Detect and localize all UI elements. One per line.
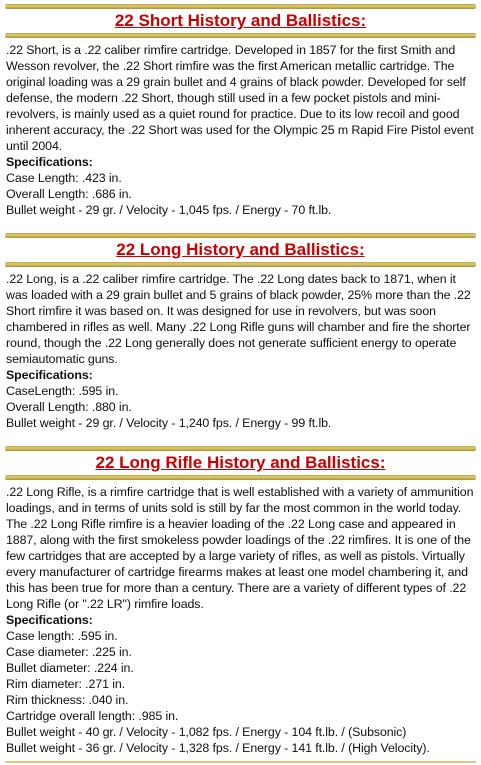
history-paragraph: .22 Long, is a .22 caliber rimfire cartridge. The .22 Long dates back to 1871, when it was loaded with a 29 grain bullet and 5 grains of black powder, 25% more than the .22 Short rimfire it was based on. It was designed for use in revolvers, but was soon chambered in rifles as well. Many .22 Long Rifle guns will chamber and fire the shorter round, though the .22 Long generally does not generate sufficient energy to operate semiautomatic guns. <box>6 272 471 366</box>
specifications-heading: Specifications: <box>6 613 93 627</box>
gold-rule-top <box>5 233 476 238</box>
gold-rule-bottom <box>5 33 476 38</box>
section-body <box>6 271 475 431</box>
specifications-heading: Specifications: <box>6 368 93 382</box>
section-body <box>6 42 475 218</box>
spec-line: Bullet weight - 29 gr. / Velocity - 1,045 fps. / Energy - 70 ft.lb. <box>6 203 332 217</box>
section-title: 22 Short History and Ballistics: <box>114 11 367 30</box>
spec-line: Rim diameter: .271 in. <box>6 677 126 691</box>
spec-line: CaseLength: .595 in. <box>6 384 119 398</box>
spec-line: Case length: .595 in. <box>6 629 118 643</box>
section-header <box>0 233 481 267</box>
gold-rule-bottom <box>5 475 476 480</box>
section-22-short <box>0 4 481 218</box>
specifications-heading: Specifications: <box>6 155 93 169</box>
history-paragraph: .22 Short, is a .22 caliber rimfire cartridge. Developed in 1857 for the first Smith and Wesson revolver, the .22 Short rimfire was the first American metallic cartridge. The original loading was a 29 grain bullet and 4 grains of black powder. Developed for self defense, the modern .22 Short, though still used in a few pocket pistols and mini-revolvers, is mainly used as a quiet round for practice. Due to its low recoil and good inherent accuracy, the .22 Short was used for the Olympic 25 m Rapid Fire Pistol event until 2004. <box>6 43 474 153</box>
spec-line: Case Length: .423 in. <box>6 171 122 185</box>
spec-line: Bullet weight - 40 gr. / Velocity - 1,082 fps. / Energy - 104 ft.lb. / (Subsonic) <box>6 725 407 739</box>
spec-line: Overall Length: .880 in. <box>6 400 132 414</box>
history-paragraph: .22 Long Rifle, is a rimfire cartridge that is well established with a variety of ammunition loadings, and in terms of units sold is still by far the most common in the world today. The .22 Long Rifle rimfire is a heavier loading of the .22 Long case and appeared in 1887, along with the first smokeless powder loadings of the .22 rimfires. It is one of the few cartridges that are accepted by a large variety of rifles, as well as pistols. Virtually every manufacturer of cartridge firearms makes at least one model chambering it, and this has been true for more than a century. There are a variety of different types of .22 Long Rifle (or ".22 LR") rimfire loads. <box>6 485 474 611</box>
section-title: 22 Long Rifle History and Ballistics: <box>95 453 386 472</box>
spec-line: Rim thickness: .040 in. <box>6 693 129 707</box>
spec-line: Case diameter: .225 in. <box>6 645 132 659</box>
gold-rule-top <box>5 4 476 9</box>
section-header <box>0 446 481 480</box>
spec-line: Cartridge overall length: .985 in. <box>6 709 179 723</box>
spec-line: Bullet diameter: .224 in. <box>6 661 134 675</box>
bottom-divider <box>5 761 476 763</box>
section-title: 22 Long History and Ballistics: <box>116 240 365 259</box>
spec-line: Overall Length: .686 in. <box>6 187 132 201</box>
spec-line: Bullet weight - 36 gr. / Velocity - 1,328 fps. / Energy - 141 ft.lb. / (High Velocity). <box>6 741 430 755</box>
section-22-long <box>0 233 481 431</box>
section-22-long-rifle <box>0 446 481 756</box>
gold-rule-bottom <box>5 262 476 267</box>
gold-rule-top <box>5 446 476 451</box>
spec-line: Bullet weight - 29 gr. / Velocity - 1,240 fps. / Energy - 99 ft.lb. <box>6 416 332 430</box>
section-body <box>6 484 475 756</box>
section-header <box>0 4 481 38</box>
